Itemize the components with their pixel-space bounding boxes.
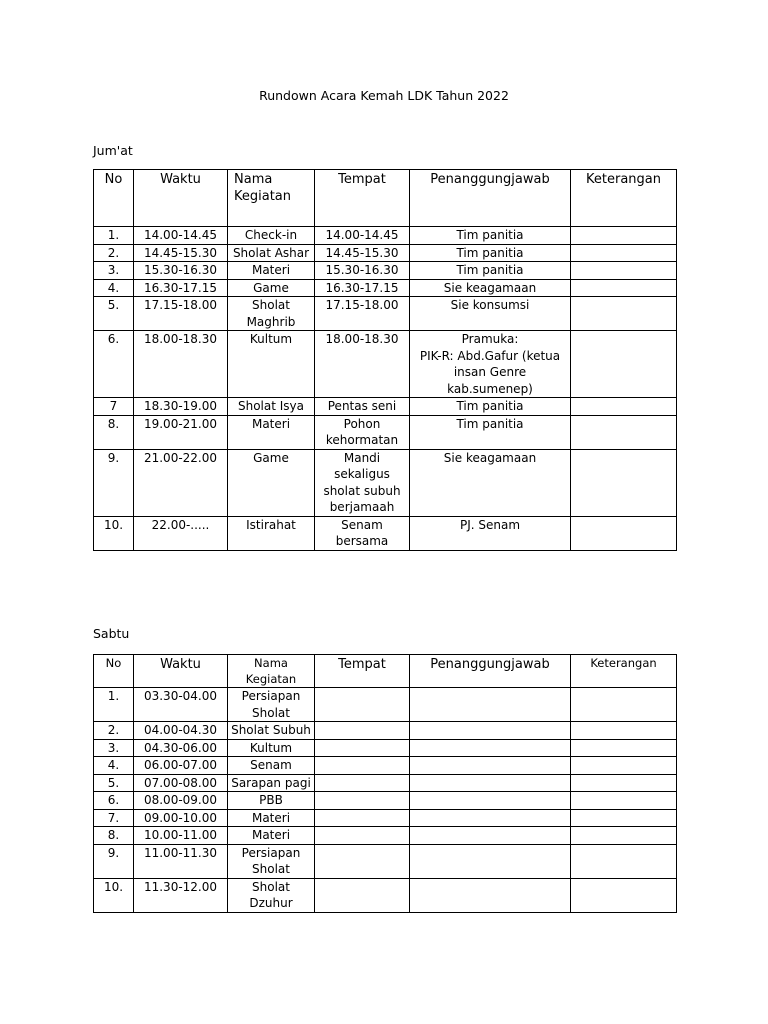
cell-nama-kegiatan: Sholat Isya bbox=[228, 398, 315, 416]
cell-tempat bbox=[315, 827, 410, 845]
cell-no: 6. bbox=[94, 792, 134, 810]
cell-no: 4. bbox=[94, 279, 134, 297]
header-no: No bbox=[94, 170, 134, 227]
cell-tempat: 17.15-18.00 bbox=[315, 297, 410, 331]
cell-no: 1. bbox=[94, 227, 134, 245]
cell-nama-kegiatan: PBB bbox=[228, 792, 315, 810]
cell-tempat bbox=[315, 757, 410, 775]
table-row bbox=[94, 279, 677, 297]
table-row bbox=[94, 415, 677, 449]
cell-nama-kegiatan: Materi bbox=[228, 415, 315, 449]
cell-nama-kegiatan: Persiapan Sholat bbox=[228, 688, 315, 722]
cell-nama-kegiatan: Materi bbox=[228, 809, 315, 827]
cell-penanggungjawab bbox=[410, 774, 571, 792]
cell-penanggungjawab: Tim panitia bbox=[410, 244, 571, 262]
cell-nama-kegiatan: Kultum bbox=[228, 331, 315, 398]
cell-penanggungjawab bbox=[410, 792, 571, 810]
cell-no: 5. bbox=[94, 774, 134, 792]
cell-tempat: 18.00-18.30 bbox=[315, 331, 410, 398]
cell-waktu: 11.00-11.30 bbox=[134, 844, 228, 878]
cell-waktu: 10.00-11.00 bbox=[134, 827, 228, 845]
cell-tempat bbox=[315, 809, 410, 827]
cell-waktu: 22.00-..... bbox=[134, 516, 228, 550]
cell-no: 5. bbox=[94, 297, 134, 331]
table-row bbox=[94, 297, 677, 331]
table-row bbox=[94, 739, 677, 757]
header-nama-kegiatan: Nama Kegiatan bbox=[228, 655, 315, 688]
table-row bbox=[94, 516, 677, 550]
header-keterangan: Keterangan bbox=[571, 655, 677, 688]
cell-waktu: 17.15-18.00 bbox=[134, 297, 228, 331]
table-header-row bbox=[94, 655, 677, 688]
cell-keterangan bbox=[571, 262, 677, 280]
cell-tempat bbox=[315, 774, 410, 792]
document-title: Rundown Acara Kemah LDK Tahun 2022 bbox=[259, 88, 509, 103]
cell-waktu: 11.30-12.00 bbox=[134, 878, 228, 912]
cell-penanggungjawab: PJ. Senam bbox=[410, 516, 571, 550]
table-row bbox=[94, 227, 677, 245]
table-row bbox=[94, 449, 677, 516]
cell-tempat: 14.45-15.30 bbox=[315, 244, 410, 262]
cell-waktu: 15.30-16.30 bbox=[134, 262, 228, 280]
cell-nama-kegiatan: Sholat Subuh bbox=[228, 722, 315, 740]
cell-keterangan bbox=[571, 722, 677, 740]
header-tempat: Tempat bbox=[315, 655, 410, 688]
cell-penanggungjawab: Tim panitia bbox=[410, 227, 571, 245]
cell-waktu: 07.00-08.00 bbox=[134, 774, 228, 792]
cell-keterangan bbox=[571, 227, 677, 245]
cell-nama-kegiatan: Sholat Maghrib bbox=[228, 297, 315, 331]
cell-penanggungjawab bbox=[410, 878, 571, 912]
cell-nama-kegiatan: Kultum bbox=[228, 739, 315, 757]
table-body-saturday bbox=[94, 688, 677, 913]
cell-tempat bbox=[315, 739, 410, 757]
cell-penanggungjawab: Tim panitia bbox=[410, 398, 571, 416]
cell-tempat bbox=[315, 688, 410, 722]
cell-tempat bbox=[315, 844, 410, 878]
cell-tempat: Mandi sekaligus sholat subuh berjamaah bbox=[315, 449, 410, 516]
cell-keterangan bbox=[571, 516, 677, 550]
cell-no: 4. bbox=[94, 757, 134, 775]
cell-waktu: 19.00-21.00 bbox=[134, 415, 228, 449]
cell-penanggungjawab bbox=[410, 722, 571, 740]
cell-tempat bbox=[315, 792, 410, 810]
cell-nama-kegiatan: Sholat Dzuhur bbox=[228, 878, 315, 912]
table-row bbox=[94, 262, 677, 280]
cell-nama-kegiatan: Check-in bbox=[228, 227, 315, 245]
cell-penanggungjawab: Sie konsumsi bbox=[410, 297, 571, 331]
section-label-friday: Jum'at bbox=[93, 143, 133, 158]
cell-keterangan bbox=[571, 279, 677, 297]
cell-keterangan bbox=[571, 688, 677, 722]
cell-penanggungjawab: Sie keagamaan bbox=[410, 449, 571, 516]
header-nama-kegiatan: Nama Kegiatan bbox=[228, 170, 315, 227]
cell-keterangan bbox=[571, 398, 677, 416]
cell-nama-kegiatan: Sarapan pagi bbox=[228, 774, 315, 792]
table-body-friday bbox=[94, 227, 677, 551]
cell-no: 6. bbox=[94, 331, 134, 398]
cell-no: 1. bbox=[94, 688, 134, 722]
cell-penanggungjawab: Pramuka: PIK-R: Abd.Gafur (ketua insan Genre kab.sumenep) bbox=[410, 331, 571, 398]
cell-keterangan bbox=[571, 844, 677, 878]
cell-penanggungjawab bbox=[410, 688, 571, 722]
table-row bbox=[94, 878, 677, 912]
section-label-saturday: Sabtu bbox=[93, 626, 130, 641]
table-row bbox=[94, 398, 677, 416]
cell-tempat: Senam bersama bbox=[315, 516, 410, 550]
header-penanggungjawab: Penanggungjawab bbox=[410, 655, 571, 688]
cell-tempat bbox=[315, 878, 410, 912]
cell-nama-kegiatan: Materi bbox=[228, 262, 315, 280]
cell-keterangan bbox=[571, 878, 677, 912]
cell-no: 7. bbox=[94, 809, 134, 827]
cell-penanggungjawab: Tim panitia bbox=[410, 415, 571, 449]
cell-waktu: 14.45-15.30 bbox=[134, 244, 228, 262]
cell-waktu: 14.00-14.45 bbox=[134, 227, 228, 245]
table-row bbox=[94, 774, 677, 792]
cell-waktu: 16.30-17.15 bbox=[134, 279, 228, 297]
cell-no: 7 bbox=[94, 398, 134, 416]
schedule-table-saturday bbox=[93, 654, 677, 913]
table-row bbox=[94, 757, 677, 775]
cell-nama-kegiatan: Game bbox=[228, 279, 315, 297]
cell-waktu: 04.30-06.00 bbox=[134, 739, 228, 757]
cell-no: 3. bbox=[94, 739, 134, 757]
cell-keterangan bbox=[571, 449, 677, 516]
header-keterangan: Keterangan bbox=[571, 170, 677, 227]
header-waktu: Waktu bbox=[134, 655, 228, 688]
cell-tempat: 14.00-14.45 bbox=[315, 227, 410, 245]
cell-tempat: Pentas seni bbox=[315, 398, 410, 416]
table-row bbox=[94, 844, 677, 878]
table-row bbox=[94, 244, 677, 262]
cell-keterangan bbox=[571, 827, 677, 845]
cell-waktu: 08.00-09.00 bbox=[134, 792, 228, 810]
cell-waktu: 06.00-07.00 bbox=[134, 757, 228, 775]
cell-penanggungjawab bbox=[410, 844, 571, 878]
cell-keterangan bbox=[571, 297, 677, 331]
cell-keterangan bbox=[571, 792, 677, 810]
cell-keterangan bbox=[571, 244, 677, 262]
cell-nama-kegiatan: Materi bbox=[228, 827, 315, 845]
table-row bbox=[94, 722, 677, 740]
schedule-table-friday bbox=[93, 169, 677, 551]
table-row bbox=[94, 827, 677, 845]
cell-no: 2. bbox=[94, 244, 134, 262]
cell-waktu: 03.30-04.00 bbox=[134, 688, 228, 722]
header-tempat: Tempat bbox=[315, 170, 410, 227]
cell-nama-kegiatan: Persiapan Sholat bbox=[228, 844, 315, 878]
cell-penanggungjawab: Sie keagamaan bbox=[410, 279, 571, 297]
cell-keterangan bbox=[571, 757, 677, 775]
cell-penanggungjawab bbox=[410, 827, 571, 845]
cell-keterangan bbox=[571, 774, 677, 792]
table-row bbox=[94, 331, 677, 398]
cell-keterangan bbox=[571, 809, 677, 827]
cell-waktu: 09.00-10.00 bbox=[134, 809, 228, 827]
cell-no: 2. bbox=[94, 722, 134, 740]
cell-waktu: 04.00-04.30 bbox=[134, 722, 228, 740]
header-penanggungjawab: Penanggungjawab bbox=[410, 170, 571, 227]
cell-nama-kegiatan: Istirahat bbox=[228, 516, 315, 550]
cell-nama-kegiatan: Game bbox=[228, 449, 315, 516]
cell-tempat: 16.30-17.15 bbox=[315, 279, 410, 297]
cell-keterangan bbox=[571, 739, 677, 757]
cell-no: 10. bbox=[94, 516, 134, 550]
table-header-row bbox=[94, 170, 677, 227]
cell-penanggungjawab: Tim panitia bbox=[410, 262, 571, 280]
cell-no: 8. bbox=[94, 415, 134, 449]
cell-keterangan bbox=[571, 331, 677, 398]
cell-waktu: 18.30-19.00 bbox=[134, 398, 228, 416]
header-no: No bbox=[94, 655, 134, 688]
cell-no: 9. bbox=[94, 844, 134, 878]
cell-penanggungjawab bbox=[410, 739, 571, 757]
cell-no: 8. bbox=[94, 827, 134, 845]
cell-nama-kegiatan: Sholat Ashar bbox=[228, 244, 315, 262]
cell-waktu: 21.00-22.00 bbox=[134, 449, 228, 516]
table-row bbox=[94, 688, 677, 722]
cell-waktu: 18.00-18.30 bbox=[134, 331, 228, 398]
cell-no: 10. bbox=[94, 878, 134, 912]
cell-tempat: Pohon kehormatan bbox=[315, 415, 410, 449]
table-row bbox=[94, 809, 677, 827]
cell-penanggungjawab bbox=[410, 809, 571, 827]
header-waktu: Waktu bbox=[134, 170, 228, 227]
cell-keterangan bbox=[571, 415, 677, 449]
cell-no: 3. bbox=[94, 262, 134, 280]
cell-tempat: 15.30-16.30 bbox=[315, 262, 410, 280]
cell-penanggungjawab bbox=[410, 757, 571, 775]
cell-tempat bbox=[315, 722, 410, 740]
cell-nama-kegiatan: Senam bbox=[228, 757, 315, 775]
table-row bbox=[94, 792, 677, 810]
cell-no: 9. bbox=[94, 449, 134, 516]
